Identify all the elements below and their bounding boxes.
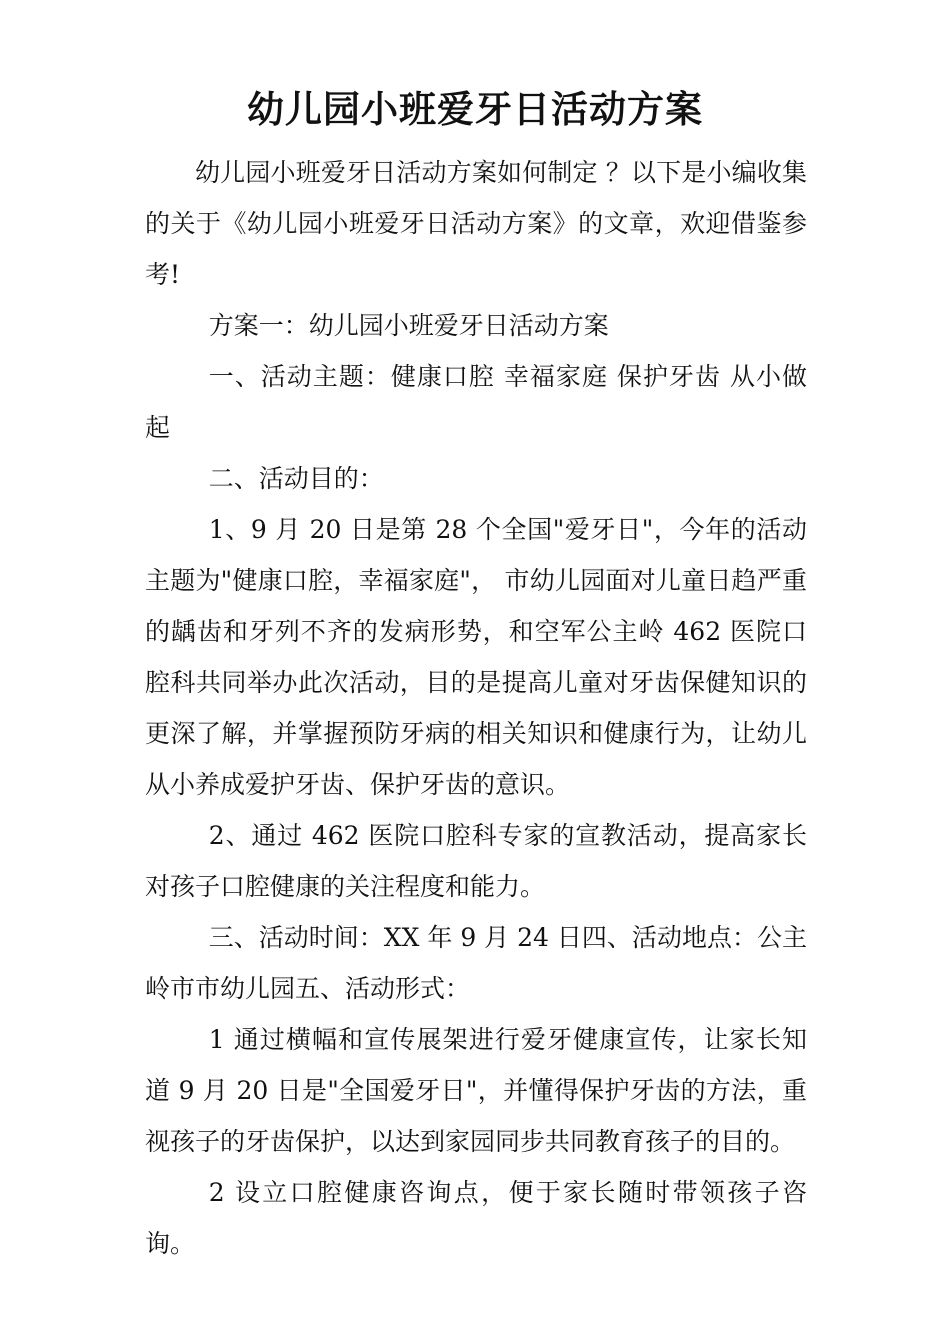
document-body — [145, 147, 807, 1269]
section-theme: 一、活动主题：健康口腔 幸福家庭 保护牙齿 从小做起 — [145, 362, 807, 442]
document-title: 幼儿园小班爱牙日活动方案 — [247, 87, 703, 131]
plan-heading: 方案一：幼儿园小班爱牙日活动方案 — [208, 311, 609, 340]
purpose-item-2: 2、通过 462 医院口腔科专家的宣教活动，提高家长对孩子口腔健康的关注程度和能力。 — [145, 821, 807, 901]
purpose-item-1: 1、9 月 20 日是第 28 个全国"爱牙日"，今年的活动主题为"健康口腔，幸福家庭"， 市幼儿园面对儿童日趋严重的龋齿和牙列不齐的发病形势，和空军公主岭 462 医院口腔科共同举办此次活动，目的是提高儿童对牙齿保健知识的更深了解，并掌握预防牙病的相关知识和健康行为，让幼儿从小养成爱护牙齿、保护牙齿的意识。 — [145, 515, 807, 799]
section-time-place-form: 三、活动时间：XX 年 9 月 24 日四、活动地点：公主岭市市幼儿园五、活动形式： — [145, 923, 807, 1003]
intro-paragraph: 幼儿园小班爱牙日活动方案如何制定 ？以下是小编收集的关于《幼儿园小班爱牙日活动方案》的文章，欢迎借鉴参考! — [145, 158, 807, 289]
form-item-2: 2 设立口腔健康咨询点，便于家长随时带领孩子咨询。 — [145, 1178, 807, 1258]
section-purpose-heading: 二、活动目的： — [208, 464, 384, 493]
form-item-1: 1 通过横幅和宣传展架进行爱牙健康宣传，让家长知道 9 月 20 日是"全国爱牙日"，并懂得保护牙齿的方法，重视孩子的牙齿保护，以达到家园同步共同教育孩子的目的。 — [145, 1025, 807, 1156]
